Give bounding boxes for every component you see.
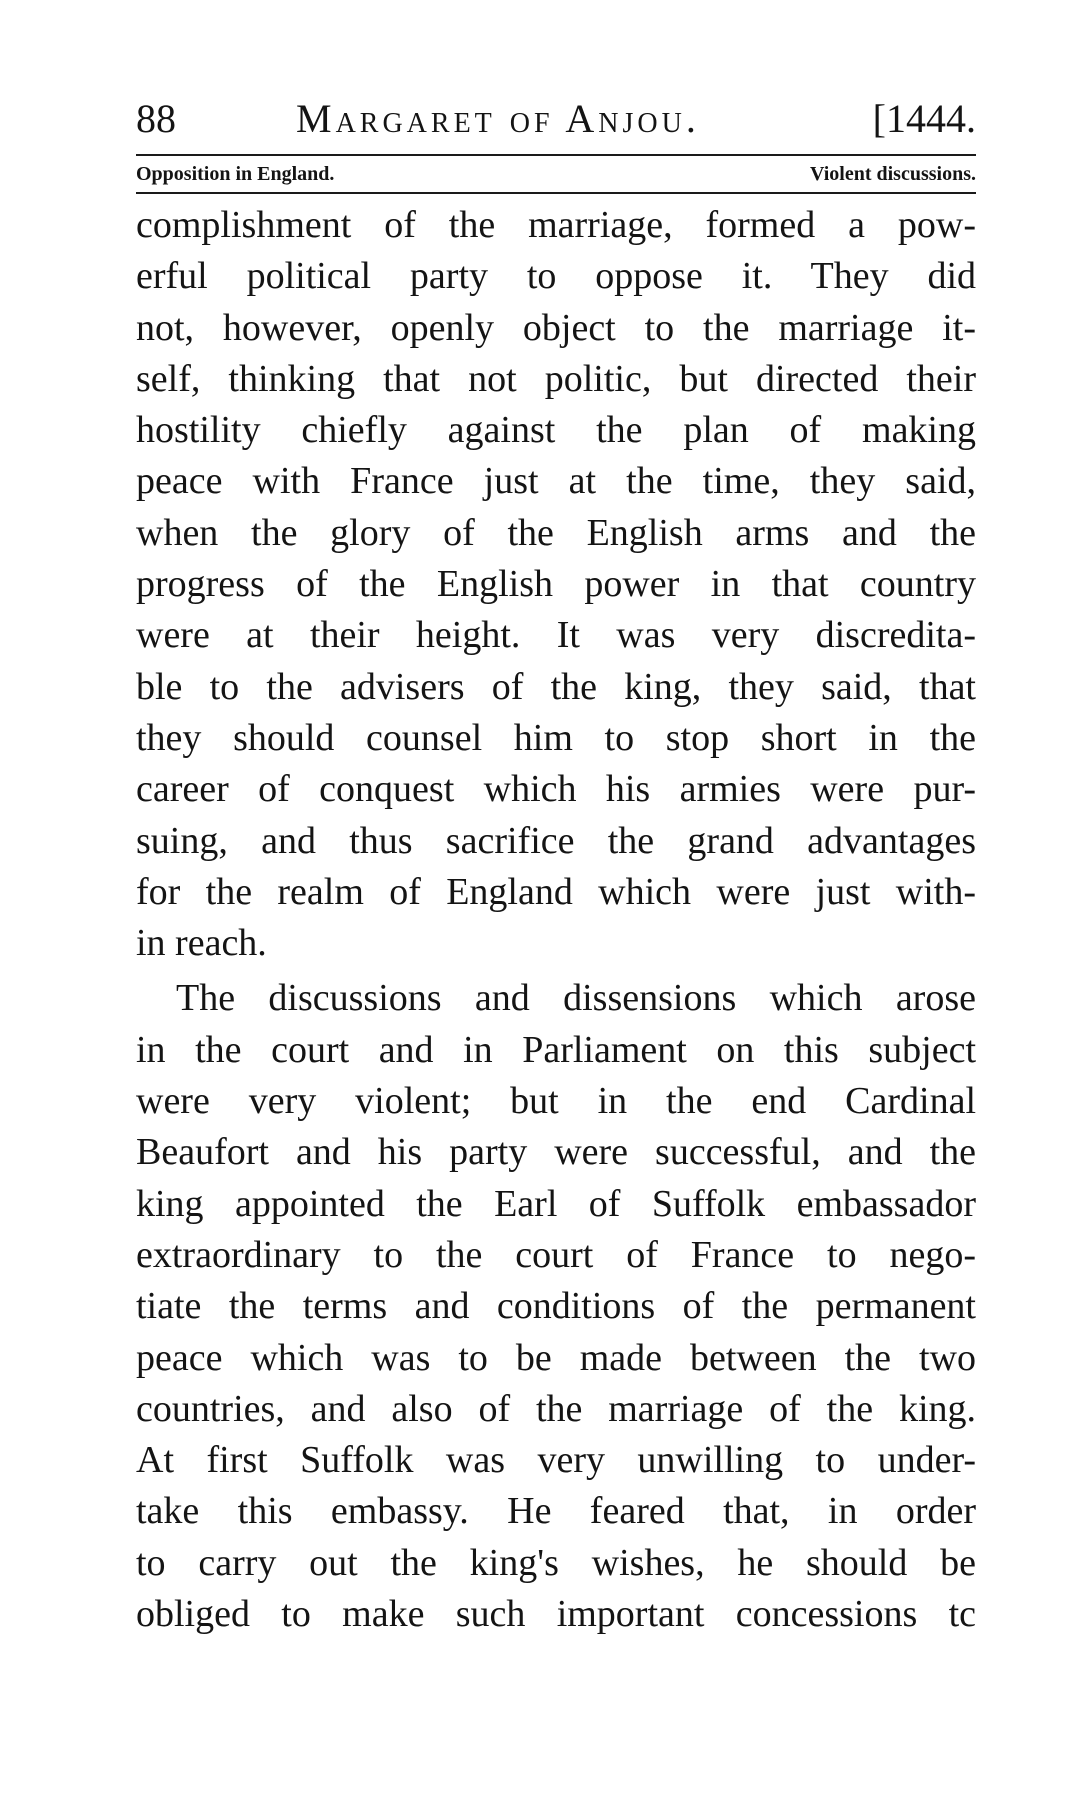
text-line: tiate the terms and conditions of the permanent [136, 1285, 976, 1328]
text-line: complishment of the marriage, formed a pow- [136, 204, 976, 246]
text-line: countries, and also of the marriage of the king. [136, 1387, 976, 1430]
text-line: The discussions and dissensions which arose [176, 977, 976, 1020]
text-line: extraordinary to the court of France to nego- [136, 1233, 976, 1276]
text-line: were at their height. It was very discredita- [136, 614, 976, 657]
text-line: when the glory of the English arms and the [136, 511, 976, 554]
text-line: in the court and in Parliament on this subject [136, 1028, 976, 1071]
text-line: were very violent; but in the end Cardinal [136, 1080, 976, 1123]
side-heading-right: Violent discussions. [810, 163, 976, 185]
year-marker: [1444. [872, 96, 976, 141]
text-line: career of conquest which his armies were pur- [136, 768, 976, 811]
text-line: erful political party to oppose it. They did [136, 255, 976, 298]
text-line: king appointed the Earl of Suffolk embassador [136, 1182, 976, 1225]
book-title: Margaret of Anjou. [296, 96, 700, 141]
text-line: to carry out the king's wishes, he should be [136, 1541, 976, 1584]
text-line: not, however, openly object to the marriage it- [136, 306, 976, 349]
text-line: take this embassy. He feared that, in order [136, 1490, 976, 1533]
text-line: progress of the English power in that country [136, 563, 976, 606]
paragraph-1 [136, 200, 976, 969]
text-line: peace which was to be made between the two [136, 1336, 976, 1379]
text-line: for the realm of England which were just with- [136, 870, 976, 913]
body-text [136, 200, 976, 1640]
text-line: ble to the advisers of the king, they said, that [136, 665, 976, 708]
book-page [136, 88, 976, 1640]
side-heading-left: Opposition in England. [136, 163, 335, 185]
text-line: peace with France just at the time, they said, [136, 460, 976, 503]
text-line: in reach. [136, 922, 267, 965]
text-line: At first Suffolk was very unwilling to under- [136, 1439, 976, 1482]
text-line: obliged to make such important concessions tc [136, 1593, 976, 1636]
text-line: they should counsel him to stop short in the [136, 716, 976, 759]
subheader-rule [136, 192, 976, 194]
side-headings [136, 156, 976, 192]
page-number: 88 [136, 96, 176, 141]
text-line: self, thinking that not politic, but directed their [136, 357, 976, 400]
text-line: Beaufort and his party were successful, and the [136, 1131, 976, 1174]
text-line: hostility chiefly against the plan of making [136, 409, 976, 452]
running-head [136, 88, 976, 150]
paragraph-2 [136, 973, 976, 1640]
text-line: suing, and thus sacrifice the grand advantages [136, 819, 976, 862]
